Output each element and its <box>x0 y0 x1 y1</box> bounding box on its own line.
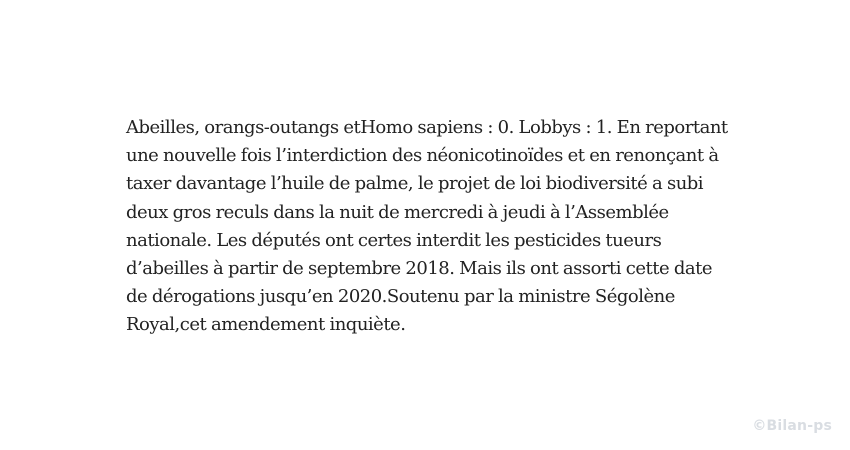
article-paragraph: Abeilles, orangs-outangs etHomo sapiens : 0. Lobbys : 1. En reportant une nouvelle fois l’interdiction des néonicotinoïdes et en renonçant à taxer davantage l’huile de palme, le projet de loi biodiversité a subi deux gros reculs dans la nuit de mercredi à jeudi à l’Assemblée nationale. Les députés ont certes interdit les pesticides tueurs d’abeilles à partir de septembre 2018. Mais ils ont assorti cette date de dérogations jusqu’en 2020.Soutenu par la ministre Ségolène Royal,cet amendement inquiète. <box>126 117 728 336</box>
watermark: ©Bilan-ps <box>752 418 832 434</box>
